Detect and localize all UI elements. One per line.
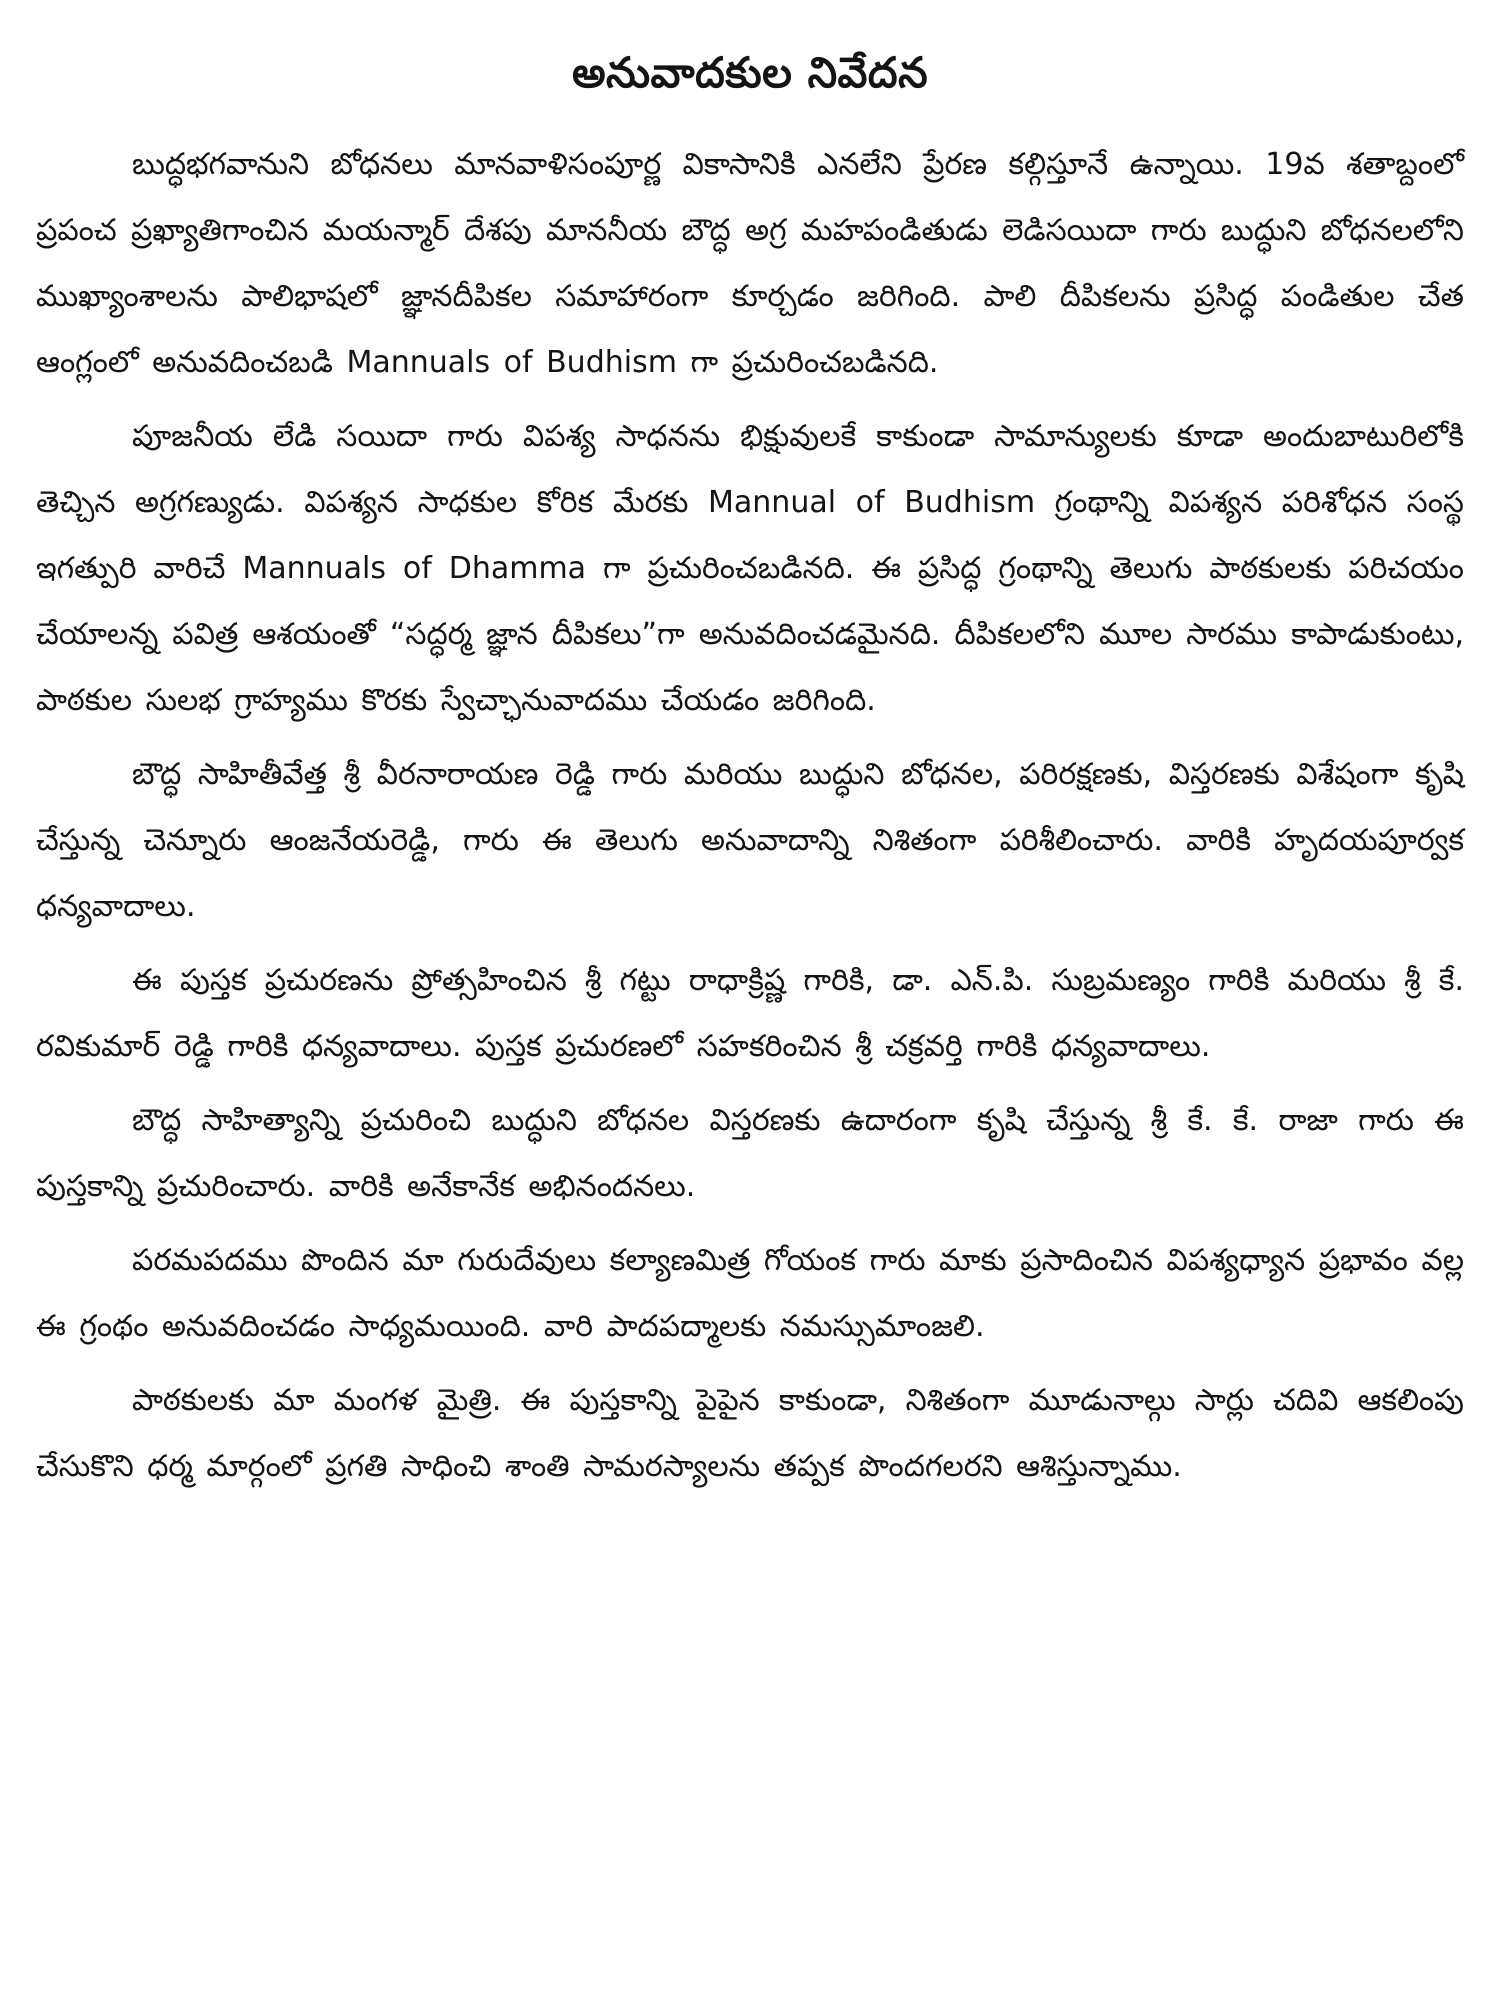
paragraph-6: పరమపదము పొందిన మా గురుదేవులు కల్యాణమిత్ర గోయంక గారు మాకు ప్రసాదించిన విపశ్యధ్యాన ప్రభావం వల్ల ఈ గ్రంథం అనువదించడం సాధ్యమయింది. వారి పాదపద్మాలకు నమస్సుమాంజలి. [36,1243,1464,1344]
paragraph-2: పూజనీయ లేడి సయిదా గారు విపశ్య సాధనను భిక్షువులకే కాకుండా సామాన్యులకు కూడా అందుబాటురిలోకి తెచ్చిన అగ్రగణ్యుడు. విపశ్యన సాధకుల కోరిక మేరకు Mannual of Budhism గ్రంథాన్ని విపశ్యన పరిశోధన సంస్థ ఇగత్పురి వారిచే Mannuals of Dhamma గా ప్రచురించబడినది. ఈ ప్రసిద్ధ గ్రంథాన్ని తెలుగు పాఠకులకు పరిచయం చేయాలన్న పవిత్ర ఆశయంతో “సద్ధర్మ జ్ఞాన దీపికలు”గా అనువదించడమైనది. దీపికలలోని మూల సారము కాపాడుకుంటు, పాఠకుల సులభ గ్రాహ్యము కొరకు స్వేచ్ఛానువాదము చేయడం జరిగింది. [36,419,1464,718]
page-title: అనువాదకుల నివేదన [571,48,929,97]
paragraph-4: ఈ పుస్తక ప్రచురణను ప్రోత్సహించిన శ్రీ గట్టు రాధాక్రిష్ణ గారికి, డా. ఎన్.పి. సుబ్రమణ్యం గారికి మరియు శ్రీ కే. రవికుమార్ రెడ్డి గారికి ధన్యవాదాలు. పుస్తక ప్రచురణలో సహకరించిన శ్రీ చక్రవర్తి గారికి ధన్యవాదాలు. [36,963,1464,1064]
document-page [36,40,1464,1508]
paragraph-7: పాఠకులకు మా మంగళ మైత్రి. ఈ పుస్తకాన్ని పైపైన కాకుండా, నిశితంగా మూడునాల్గు సార్లు చదివి ఆకలింపు చేసుకొని ధర్మ మార్గంలో ప్రగతి సాధించి శాంతి సామరస్యాలను తప్పక పొందగలరని ఆశిస్తున్నాము. [36,1383,1464,1484]
paragraph-5: బౌద్ధ సాహిత్యాన్ని ప్రచురించి బుద్ధుని బోధనల విస్తరణకు ఉదారంగా కృషి చేస్తున్న శ్రీ కే. కే. రాజా గారు ఈ పుస్తకాన్ని ప్రచురించారు. వారికి అనేకానేక అభినందనలు. [36,1103,1464,1204]
paragraph-3: బౌద్ధ సాహితీవేత్త శ్రీ వీరనారాయణ రెడ్డి గారు మరియు బుద్ధుని బోధనల, పరిరక్షణకు, విస్తరణకు విశేషంగా కృషి చేస్తున్న చెన్నూరు ఆంజనేయరెడ్డి, గారు ఈ తెలుగు అనువాదాన్ని నిశితంగా పరిశీలించారు. వారికి హృదయపూర్వక ధన్యవాదాలు. [36,757,1464,924]
paragraph-1: బుద్ధభగవానుని బోధనలు మానవాళిసంపూర్ణ వికాసానికి ఎనలేని ప్రేరణ కల్గిస్తూనే ఉన్నాయి. 19వ శతాబ్దంలో ప్రపంచ ప్రఖ్యాతిగాంచిన మయన్మార్ దేశపు మాననీయ బౌద్ధ అగ్ర మహపండితుడు లెడిసయిదా గారు బుద్ధుని బోధనలలోని ముఖ్యాంశాలను పాలిభాషలో జ్ఞానదీపికల సమాహారంగా కూర్చడం జరిగింది. పాలి దీపికలను ప్రసిద్ధ పండితుల చేత ఆంగ్లంలో అనువదించబడి Mannuals of Budhism గా ప్రచురించబడినది. [36,147,1464,380]
